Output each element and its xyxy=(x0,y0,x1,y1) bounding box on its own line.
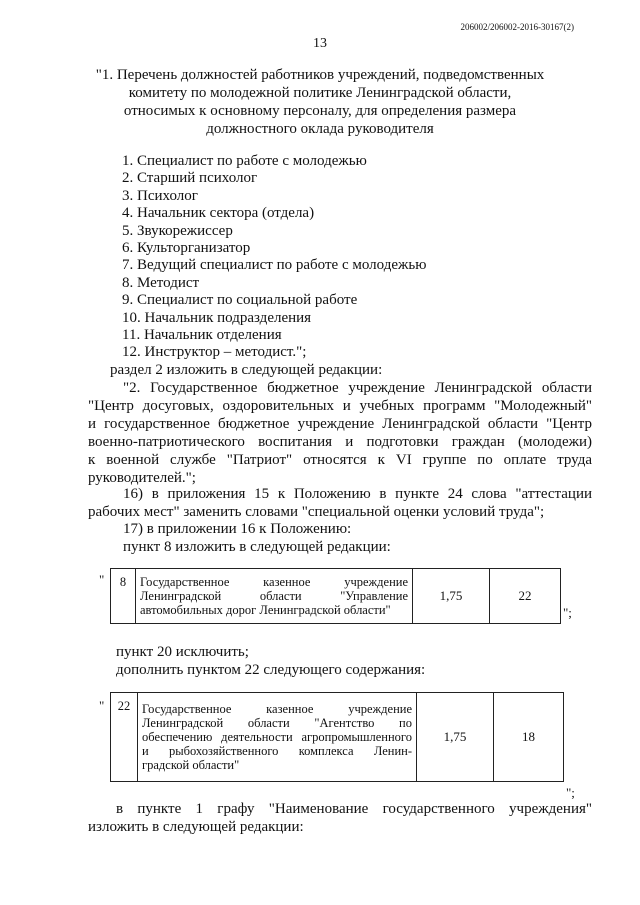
list-item: 9. Специалист по социальной работе xyxy=(122,292,358,309)
paragraph-line: к военной службе "Патриот" относятся к VI группе по оплате труда xyxy=(88,452,592,468)
paragraph-line: "2. Государственное бюджетное учреждение Ленинградской области xyxy=(123,380,592,396)
paragraph-line: военно-патриотического воспитания и подготовки граждан (молодежи) xyxy=(88,434,592,450)
item16-paragraph xyxy=(88,485,592,521)
list-item: 7. Ведущий специалист по работе с молодежью xyxy=(122,257,427,274)
list-item: 4. Начальник сектора (отдела) xyxy=(122,205,315,222)
open-quote: " xyxy=(99,698,105,713)
point22-instruction: дополнить пунктом 22 следующего содержания: xyxy=(116,662,426,678)
list-item: 1. Специалист по работе с молодежью xyxy=(122,153,367,169)
list-item: 10. Начальник подразделения xyxy=(122,309,312,326)
institution-name xyxy=(138,693,417,782)
coefficient-cell: 1,75 xyxy=(417,693,494,782)
close-quote: "; xyxy=(563,605,572,620)
value-cell: 18 xyxy=(494,693,564,782)
value-cell: 22 xyxy=(490,569,561,624)
paragraph-line: изложить в следующей редакции: xyxy=(88,819,304,835)
positions-list xyxy=(122,153,426,362)
table-row xyxy=(111,693,564,782)
name-line: Государственное казенное учреждение xyxy=(142,702,412,716)
group-paragraph xyxy=(88,379,592,487)
row-number: 22 xyxy=(111,693,138,782)
paragraph-line: рабочих мест" заменить словами "специальной оценки условий труда"; xyxy=(88,504,545,520)
list-item: 2. Старший психолог xyxy=(122,170,258,187)
item17-paragraph: 17) в приложении 16 к Положению: xyxy=(123,521,352,537)
table-point-22 xyxy=(110,692,564,782)
heading-line: комитету по молодежной политике Ленинградской области, xyxy=(128,85,512,101)
name-line: Ленинградской области "Агентство по xyxy=(142,716,412,730)
name-line: и рыбохозяйственного комплекса Ленин- xyxy=(142,744,412,758)
list-item: 5. Звукорежиссер xyxy=(122,222,233,239)
name-line: Государственное казенное учреждение xyxy=(140,575,408,589)
document-number: 206002/206002-2016-30167(2) xyxy=(460,22,574,32)
paragraph-line: в пункте 1 графу "Наименование государственного учреждения" xyxy=(116,801,592,817)
paragraph-line: и государственное бюджетное учреждение Ленинградской области "Центр xyxy=(88,416,592,432)
point8-instruction: пункт 8 изложить в следующей редакции: xyxy=(123,539,391,555)
heading-line: "1. Перечень должностей работников учреждений, подведомственных xyxy=(95,67,545,83)
list-item: 11. Начальник отделения xyxy=(122,327,282,344)
heading-line: относимых к основному персоналу, для определения размера xyxy=(123,103,517,119)
open-quote: " xyxy=(99,572,105,587)
list-item: 8. Методист xyxy=(122,274,200,291)
name-line: автомобильных дорог Ленинградской области" xyxy=(140,603,391,617)
name-line: градской области" xyxy=(142,758,240,772)
paragraph-line: руководителей."; xyxy=(88,470,196,486)
name-line: Ленинградской области "Управление xyxy=(140,589,408,603)
list-item: 6. Культорганизатор xyxy=(122,240,251,257)
page-number: 13 xyxy=(313,36,327,51)
row-number: 8 xyxy=(111,569,136,624)
heading-line: должностного оклада руководителя xyxy=(206,121,434,137)
paragraph-line: 16) в приложения 15 к Положению в пункте 24 слова "аттестации xyxy=(123,486,592,502)
paragraph-line: "Центр досуговых, оздоровительных и учебных программ "Молодежный" xyxy=(88,398,592,414)
point20-instruction: пункт 20 исключить; xyxy=(116,644,249,660)
table-row xyxy=(111,569,561,624)
table-point-8 xyxy=(110,568,561,624)
institution-name xyxy=(136,569,413,624)
coefficient-cell: 1,75 xyxy=(413,569,490,624)
name-line: обеспечению деятельности агропромышленного xyxy=(142,730,412,744)
list-heading xyxy=(60,66,580,138)
section2-instruction: раздел 2 изложить в следующей редакции: xyxy=(110,362,383,378)
final-paragraph xyxy=(88,800,592,836)
list-item: 12. Инструктор – методист."; xyxy=(122,344,307,361)
list-item: 3. Психолог xyxy=(122,187,198,204)
close-quote: "; xyxy=(566,785,575,800)
